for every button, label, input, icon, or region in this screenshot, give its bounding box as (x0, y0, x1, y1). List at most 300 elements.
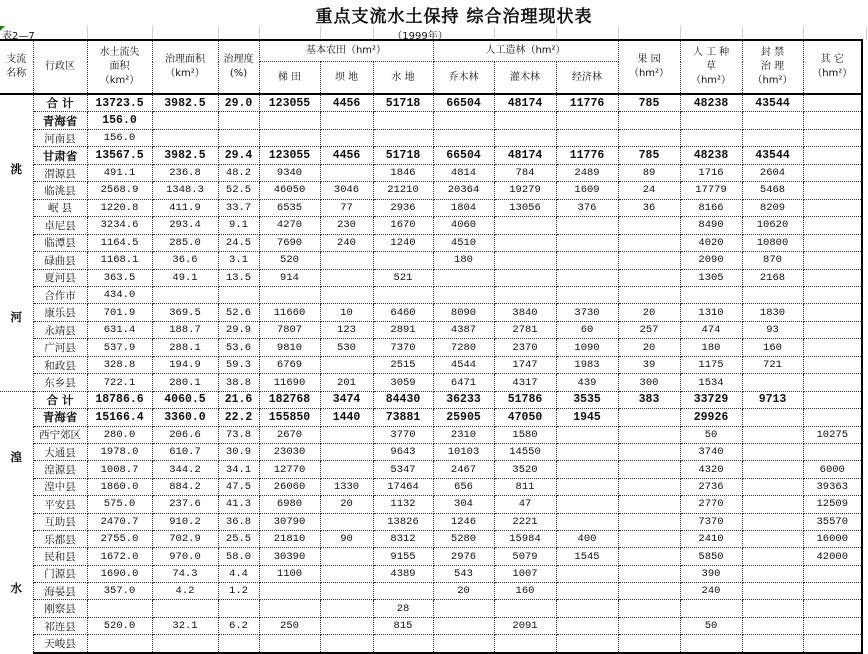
value-cell[interactable] (556, 496, 618, 513)
value-cell[interactable]: 11690 (259, 374, 320, 392)
value-cell[interactable]: 1690.0 (87, 565, 152, 582)
value-cell[interactable] (433, 269, 494, 286)
value-cell[interactable]: 344.2 (152, 461, 218, 478)
value-cell[interactable] (618, 217, 680, 234)
value-cell[interactable] (373, 252, 433, 269)
value-cell[interactable]: 237.6 (152, 496, 218, 513)
value-cell[interactable]: 288.1 (152, 339, 218, 356)
value-cell[interactable]: 43544 (742, 94, 803, 112)
value-cell[interactable]: 491.1 (87, 164, 152, 181)
value-cell[interactable] (803, 182, 862, 199)
value-cell[interactable]: 123 (320, 321, 373, 338)
value-cell[interactable] (680, 129, 742, 146)
value-cell[interactable]: 16000 (803, 530, 862, 547)
value-cell[interactable]: 230 (320, 217, 373, 234)
value-cell[interactable]: 910.2 (152, 513, 218, 530)
value-cell[interactable]: 156.0 (87, 112, 152, 129)
value-cell[interactable]: 3535 (556, 391, 618, 408)
value-cell[interactable]: 5468 (742, 182, 803, 199)
value-cell[interactable]: 2936 (373, 199, 433, 216)
value-cell[interactable] (556, 217, 618, 234)
value-cell[interactable]: 543 (433, 565, 494, 582)
admin-region-cell[interactable]: 甘肃省 (33, 147, 87, 164)
value-cell[interactable]: 2670 (259, 426, 320, 443)
value-cell[interactable]: 6535 (259, 199, 320, 216)
value-cell[interactable] (618, 478, 680, 495)
value-cell[interactable]: 6000 (803, 461, 862, 478)
value-cell[interactable]: 1.2 (218, 583, 259, 600)
value-cell[interactable]: 36 (618, 199, 680, 216)
value-cell[interactable] (494, 286, 556, 303)
value-cell[interactable]: 2781 (494, 321, 556, 338)
value-cell[interactable]: 36.8 (218, 513, 259, 530)
value-cell[interactable]: 328.8 (87, 356, 152, 373)
value-cell[interactable]: 13056 (494, 199, 556, 216)
value-cell[interactable]: 123055 (259, 94, 320, 112)
value-cell[interactable]: 66504 (433, 94, 494, 112)
value-cell[interactable]: 35570 (803, 513, 862, 530)
value-cell[interactable] (742, 548, 803, 565)
value-cell[interactable] (618, 617, 680, 634)
value-cell[interactable]: 4320 (680, 461, 742, 478)
value-cell[interactable]: 5079 (494, 548, 556, 565)
value-cell[interactable]: 46050 (259, 182, 320, 199)
value-cell[interactable] (494, 635, 556, 653)
value-cell[interactable]: 28 (373, 600, 433, 617)
value-cell[interactable] (803, 147, 862, 164)
value-cell[interactable] (556, 478, 618, 495)
value-cell[interactable]: 1978.0 (87, 443, 152, 460)
value-cell[interactable]: 785 (618, 94, 680, 112)
value-cell[interactable] (803, 217, 862, 234)
value-cell[interactable]: 1830 (742, 304, 803, 321)
value-cell[interactable] (87, 635, 152, 653)
value-cell[interactable]: 2467 (433, 461, 494, 478)
value-cell[interactable] (742, 617, 803, 634)
admin-region-cell[interactable]: 广河县 (33, 339, 87, 356)
admin-region-cell[interactable]: 祁连县 (33, 617, 87, 634)
value-cell[interactable]: 3740 (680, 443, 742, 460)
value-cell[interactable]: 15984 (494, 530, 556, 547)
value-cell[interactable]: 50 (680, 617, 742, 634)
value-cell[interactable] (556, 565, 618, 582)
admin-region-cell[interactable]: 和政县 (33, 356, 87, 373)
value-cell[interactable]: 2604 (742, 164, 803, 181)
value-cell[interactable] (556, 426, 618, 443)
value-cell[interactable]: 10 (320, 304, 373, 321)
value-cell[interactable]: 1310 (680, 304, 742, 321)
value-cell[interactable]: 15166.4 (87, 409, 152, 426)
value-cell[interactable] (680, 286, 742, 303)
value-cell[interactable]: 156.0 (87, 129, 152, 146)
value-cell[interactable]: 1008.7 (87, 461, 152, 478)
value-cell[interactable] (803, 129, 862, 146)
value-cell[interactable]: 280.0 (87, 426, 152, 443)
value-cell[interactable] (259, 583, 320, 600)
value-cell[interactable]: 1330 (320, 478, 373, 495)
value-cell[interactable] (556, 635, 618, 653)
value-cell[interactable]: 2168 (742, 269, 803, 286)
value-cell[interactable]: 1440 (320, 409, 373, 426)
value-cell[interactable]: 1007 (494, 565, 556, 582)
value-cell[interactable]: 6460 (373, 304, 433, 321)
value-cell[interactable]: 7690 (259, 234, 320, 251)
value-cell[interactable] (618, 286, 680, 303)
value-cell[interactable]: 2770 (680, 496, 742, 513)
value-cell[interactable] (618, 129, 680, 146)
value-cell[interactable]: 784 (494, 164, 556, 181)
admin-region-cell[interactable]: 合 计 (33, 94, 87, 112)
value-cell[interactable]: 1716 (680, 164, 742, 181)
value-cell[interactable] (433, 286, 494, 303)
value-cell[interactable]: 575.0 (87, 496, 152, 513)
value-cell[interactable] (320, 461, 373, 478)
value-cell[interactable] (556, 269, 618, 286)
value-cell[interactable]: 7370 (373, 339, 433, 356)
value-cell[interactable]: 4456 (320, 147, 373, 164)
value-cell[interactable] (618, 443, 680, 460)
value-cell[interactable]: 369.5 (152, 304, 218, 321)
value-cell[interactable]: 14550 (494, 443, 556, 460)
value-cell[interactable]: 2736 (680, 478, 742, 495)
value-cell[interactable] (494, 234, 556, 251)
value-cell[interactable]: 11776 (556, 94, 618, 112)
value-cell[interactable]: 2891 (373, 321, 433, 338)
value-cell[interactable]: 3730 (556, 304, 618, 321)
admin-region-cell[interactable]: 民和县 (33, 548, 87, 565)
value-cell[interactable]: 30.9 (218, 443, 259, 460)
value-cell[interactable]: 1348.3 (152, 182, 218, 199)
value-cell[interactable]: 17464 (373, 478, 433, 495)
value-cell[interactable]: 400 (556, 530, 618, 547)
value-cell[interactable] (320, 635, 373, 653)
value-cell[interactable]: 47050 (494, 409, 556, 426)
value-cell[interactable]: 884.2 (152, 478, 218, 495)
value-cell[interactable] (320, 583, 373, 600)
value-cell[interactable]: 1090 (556, 339, 618, 356)
admin-region-cell[interactable]: 卓尼县 (33, 217, 87, 234)
value-cell[interactable] (803, 635, 862, 653)
value-cell[interactable]: 13826 (373, 513, 433, 530)
value-cell[interactable]: 4510 (433, 234, 494, 251)
value-cell[interactable] (618, 461, 680, 478)
value-cell[interactable]: 1846 (373, 164, 433, 181)
value-cell[interactable]: 702.9 (152, 530, 218, 547)
value-cell[interactable]: 24.5 (218, 234, 259, 251)
value-cell[interactable]: 3520 (494, 461, 556, 478)
value-cell[interactable] (320, 617, 373, 634)
value-cell[interactable]: 160 (494, 583, 556, 600)
value-cell[interactable]: 970.0 (152, 548, 218, 565)
value-cell[interactable]: 656 (433, 478, 494, 495)
value-cell[interactable]: 1983 (556, 356, 618, 373)
value-cell[interactable]: 520.0 (87, 617, 152, 634)
value-cell[interactable]: 123055 (259, 147, 320, 164)
value-cell[interactable]: 20364 (433, 182, 494, 199)
value-cell[interactable]: 2310 (433, 426, 494, 443)
value-cell[interactable] (494, 217, 556, 234)
value-cell[interactable]: 1545 (556, 548, 618, 565)
value-cell[interactable]: 300 (618, 374, 680, 392)
value-cell[interactable] (680, 635, 742, 653)
value-cell[interactable]: 50 (680, 426, 742, 443)
value-cell[interactable] (259, 112, 320, 129)
value-cell[interactable] (320, 565, 373, 582)
value-cell[interactable] (320, 426, 373, 443)
value-cell[interactable]: 1100 (259, 565, 320, 582)
value-cell[interactable]: 3234.6 (87, 217, 152, 234)
value-cell[interactable] (742, 583, 803, 600)
value-cell[interactable] (618, 513, 680, 530)
value-cell[interactable] (618, 409, 680, 426)
value-cell[interactable] (618, 548, 680, 565)
value-cell[interactable]: 722.1 (87, 374, 152, 392)
value-cell[interactable]: 3059 (373, 374, 433, 392)
value-cell[interactable]: 43544 (742, 147, 803, 164)
value-cell[interactable] (494, 129, 556, 146)
value-cell[interactable]: 36.6 (152, 252, 218, 269)
value-cell[interactable] (742, 496, 803, 513)
value-cell[interactable] (433, 600, 494, 617)
value-cell[interactable]: 20 (618, 304, 680, 321)
value-cell[interactable]: 12509 (803, 496, 862, 513)
value-cell[interactable]: 74.3 (152, 565, 218, 582)
value-cell[interactable] (803, 356, 862, 373)
value-cell[interactable]: 1804 (433, 199, 494, 216)
value-cell[interactable] (742, 286, 803, 303)
value-cell[interactable] (803, 112, 862, 129)
value-cell[interactable]: 870 (742, 252, 803, 269)
value-cell[interactable]: 4814 (433, 164, 494, 181)
value-cell[interactable]: 2489 (556, 164, 618, 181)
value-cell[interactable]: 30790 (259, 513, 320, 530)
value-cell[interactable]: 6769 (259, 356, 320, 373)
value-cell[interactable]: 631.4 (87, 321, 152, 338)
value-cell[interactable]: 439 (556, 374, 618, 392)
value-cell[interactable]: 48238 (680, 94, 742, 112)
value-cell[interactable]: 7807 (259, 321, 320, 338)
value-cell[interactable] (803, 374, 862, 392)
value-cell[interactable]: 8490 (680, 217, 742, 234)
value-cell[interactable] (320, 269, 373, 286)
admin-region-cell[interactable]: 河南县 (33, 129, 87, 146)
value-cell[interactable]: 4060 (433, 217, 494, 234)
value-cell[interactable] (618, 565, 680, 582)
value-cell[interactable]: 1945 (556, 409, 618, 426)
value-cell[interactable]: 250 (259, 617, 320, 634)
value-cell[interactable] (218, 129, 259, 146)
value-cell[interactable]: 3474 (320, 391, 373, 408)
value-cell[interactable]: 9643 (373, 443, 433, 460)
value-cell[interactable]: 520 (259, 252, 320, 269)
value-cell[interactable] (556, 286, 618, 303)
value-cell[interactable]: 51718 (373, 94, 433, 112)
value-cell[interactable]: 4270 (259, 217, 320, 234)
value-cell[interactable] (618, 234, 680, 251)
value-cell[interactable] (218, 112, 259, 129)
value-cell[interactable] (618, 252, 680, 269)
value-cell[interactable]: 240 (680, 583, 742, 600)
value-cell[interactable] (152, 635, 218, 653)
value-cell[interactable]: 785 (618, 147, 680, 164)
value-cell[interactable]: 811 (494, 478, 556, 495)
value-cell[interactable]: 29.4 (218, 147, 259, 164)
value-cell[interactable]: 4456 (320, 94, 373, 112)
value-cell[interactable]: 1672.0 (87, 548, 152, 565)
value-cell[interactable]: 10800 (742, 234, 803, 251)
value-cell[interactable]: 2470.7 (87, 513, 152, 530)
value-cell[interactable]: 29926 (680, 409, 742, 426)
value-cell[interactable]: 180 (680, 339, 742, 356)
value-cell[interactable] (803, 600, 862, 617)
value-cell[interactable] (320, 286, 373, 303)
value-cell[interactable]: 293.4 (152, 217, 218, 234)
value-cell[interactable] (742, 600, 803, 617)
value-cell[interactable]: 42000 (803, 548, 862, 565)
value-cell[interactable]: 721 (742, 356, 803, 373)
value-cell[interactable]: 182768 (259, 391, 320, 408)
value-cell[interactable]: 1246 (433, 513, 494, 530)
admin-region-cell[interactable]: 康乐县 (33, 304, 87, 321)
value-cell[interactable]: 304 (433, 496, 494, 513)
value-cell[interactable]: 25.5 (218, 530, 259, 547)
admin-region-cell[interactable]: 东乡县 (33, 374, 87, 392)
admin-region-cell[interactable]: 临洮县 (33, 182, 87, 199)
value-cell[interactable]: 5850 (680, 548, 742, 565)
value-cell[interactable]: 21.6 (218, 391, 259, 408)
value-cell[interactable] (556, 252, 618, 269)
value-cell[interactable] (556, 583, 618, 600)
value-cell[interactable]: 53.6 (218, 339, 259, 356)
value-cell[interactable] (803, 234, 862, 251)
value-cell[interactable] (494, 269, 556, 286)
value-cell[interactable]: 48.2 (218, 164, 259, 181)
value-cell[interactable]: 20 (433, 583, 494, 600)
value-cell[interactable]: 4389 (373, 565, 433, 582)
value-cell[interactable]: 22.2 (218, 409, 259, 426)
value-cell[interactable]: 51718 (373, 147, 433, 164)
value-cell[interactable]: 8209 (742, 199, 803, 216)
value-cell[interactable]: 434.0 (87, 286, 152, 303)
value-cell[interactable]: 9155 (373, 548, 433, 565)
value-cell[interactable]: 24 (618, 182, 680, 199)
value-cell[interactable] (618, 112, 680, 129)
value-cell[interactable]: 1175 (680, 356, 742, 373)
admin-region-cell[interactable]: 湟源县 (33, 461, 87, 478)
value-cell[interactable]: 2090 (680, 252, 742, 269)
value-cell[interactable]: 701.9 (87, 304, 152, 321)
value-cell[interactable]: 1132 (373, 496, 433, 513)
value-cell[interactable]: 411.9 (152, 199, 218, 216)
value-cell[interactable] (742, 374, 803, 392)
value-cell[interactable] (320, 129, 373, 146)
value-cell[interactable]: 2091 (494, 617, 556, 634)
value-cell[interactable]: 13723.5 (87, 94, 152, 112)
admin-region-cell[interactable]: 湟中县 (33, 478, 87, 495)
value-cell[interactable]: 52.6 (218, 304, 259, 321)
value-cell[interactable]: 4020 (680, 234, 742, 251)
value-cell[interactable]: 155850 (259, 409, 320, 426)
value-cell[interactable] (680, 600, 742, 617)
value-cell[interactable]: 390 (680, 565, 742, 582)
value-cell[interactable] (320, 513, 373, 530)
value-cell[interactable] (320, 548, 373, 565)
value-cell[interactable]: 39 (618, 356, 680, 373)
value-cell[interactable] (556, 112, 618, 129)
value-cell[interactable]: 18786.6 (87, 391, 152, 408)
value-cell[interactable] (259, 635, 320, 653)
value-cell[interactable]: 8312 (373, 530, 433, 547)
value-cell[interactable]: 73.8 (218, 426, 259, 443)
value-cell[interactable]: 3982.5 (152, 147, 218, 164)
value-cell[interactable]: 9.1 (218, 217, 259, 234)
value-cell[interactable] (320, 252, 373, 269)
value-cell[interactable]: 474 (680, 321, 742, 338)
value-cell[interactable]: 3982.5 (152, 94, 218, 112)
value-cell[interactable] (259, 286, 320, 303)
value-cell[interactable] (680, 112, 742, 129)
admin-region-cell[interactable]: 临潭县 (33, 234, 87, 251)
value-cell[interactable]: 60 (556, 321, 618, 338)
value-cell[interactable]: 1240 (373, 234, 433, 251)
value-cell[interactable] (494, 252, 556, 269)
value-cell[interactable]: 376 (556, 199, 618, 216)
value-cell[interactable]: 1580 (494, 426, 556, 443)
value-cell[interactable] (373, 112, 433, 129)
value-cell[interactable]: 41.3 (218, 496, 259, 513)
value-cell[interactable] (152, 286, 218, 303)
value-cell[interactable]: 5280 (433, 530, 494, 547)
value-cell[interactable]: 13567.5 (87, 147, 152, 164)
admin-region-cell[interactable]: 乐都县 (33, 530, 87, 547)
value-cell[interactable] (373, 129, 433, 146)
admin-region-cell[interactable]: 刚察县 (33, 600, 87, 617)
value-cell[interactable] (618, 635, 680, 653)
value-cell[interactable]: 84430 (373, 391, 433, 408)
value-cell[interactable] (320, 356, 373, 373)
admin-region-cell[interactable]: 岷 县 (33, 199, 87, 216)
value-cell[interactable]: 20 (320, 496, 373, 513)
value-cell[interactable]: 6.2 (218, 617, 259, 634)
value-cell[interactable]: 363.5 (87, 269, 152, 286)
value-cell[interactable]: 9340 (259, 164, 320, 181)
value-cell[interactable] (618, 600, 680, 617)
value-cell[interactable]: 13.5 (218, 269, 259, 286)
value-cell[interactable] (618, 530, 680, 547)
value-cell[interactable] (618, 583, 680, 600)
value-cell[interactable]: 240 (320, 234, 373, 251)
value-cell[interactable] (556, 443, 618, 460)
value-cell[interactable]: 257 (618, 321, 680, 338)
value-cell[interactable]: 610.7 (152, 443, 218, 460)
value-cell[interactable] (218, 286, 259, 303)
value-cell[interactable] (556, 234, 618, 251)
value-cell[interactable]: 10620 (742, 217, 803, 234)
value-cell[interactable]: 34.1 (218, 461, 259, 478)
value-cell[interactable] (803, 199, 862, 216)
value-cell[interactable]: 30390 (259, 548, 320, 565)
value-cell[interactable]: 47 (494, 496, 556, 513)
value-cell[interactable] (742, 409, 803, 426)
value-cell[interactable]: 1168.1 (87, 252, 152, 269)
value-cell[interactable]: 1860.0 (87, 478, 152, 495)
value-cell[interactable] (87, 600, 152, 617)
value-cell[interactable]: 7280 (433, 339, 494, 356)
value-cell[interactable] (803, 164, 862, 181)
value-cell[interactable]: 7370 (680, 513, 742, 530)
value-cell[interactable]: 1534 (680, 374, 742, 392)
value-cell[interactable] (152, 129, 218, 146)
